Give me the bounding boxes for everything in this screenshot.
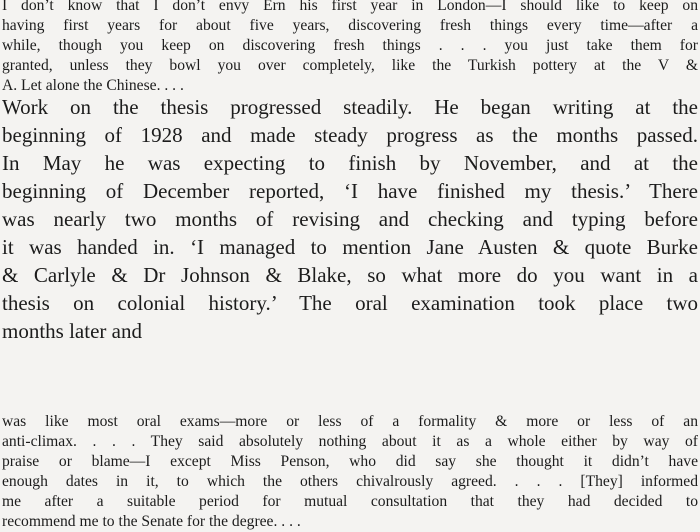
quote-line: having first years for about five years, discovering fresh things every time—after a	[2, 17, 698, 34]
body-line: months later and	[2, 319, 142, 343]
quote-line: while, though you keep on discovering fresh things . . . you just take them for	[2, 37, 698, 54]
quote-line: granted, unless they bowl you over completely, like the Turkish pottery at the V &	[2, 57, 698, 74]
body-line: beginning of December reported, ‘I have finished my thesis.’ There	[2, 179, 698, 203]
quote-line: I don’t know that I don’t envy Ern his first year in London—I should like to keep on	[2, 0, 698, 14]
block-quote-bottom	[2, 412, 698, 532]
body-line: was nearly two months of revising and checking and typing before	[2, 207, 698, 231]
quote-line: praise or blame—I except Miss Penson, who did say she thought it didn’t have	[2, 453, 698, 470]
body-line: Work on the thesis progressed steadily. He began writing at the	[2, 95, 698, 119]
block-quote-top	[2, 0, 698, 96]
quote-line: recommend me to the Senate for the degree. . . .	[2, 513, 301, 530]
quote-line: enough dates in it, to which the others chivalrously agreed. . . . [They] informed	[2, 473, 698, 490]
body-line: it was handed in. ‘I managed to mention Jane Austen & quote Burke	[2, 235, 698, 259]
body-line: & Carlyle & Dr Johnson & Blake, so what more do you want in a	[2, 263, 698, 287]
body-line: thesis on colonial history.’ The oral examination took place two	[2, 291, 698, 315]
quote-line: anti-climax. . . . They said absolutely nothing about it as a whole either by way of	[2, 433, 698, 450]
quote-line: A. Let alone the Chinese. . . .	[2, 77, 184, 94]
quote-line: was like most oral exams—more or less of a formality & more or less of an	[2, 413, 698, 430]
quote-line: me after a suitable period for mutual consultation that they had decided to	[2, 493, 698, 510]
body-paragraph	[2, 93, 698, 345]
body-line: beginning of 1928 and made steady progress as the months passed.	[2, 123, 698, 147]
body-line: In May he was expecting to finish by November, and at the	[2, 151, 698, 175]
